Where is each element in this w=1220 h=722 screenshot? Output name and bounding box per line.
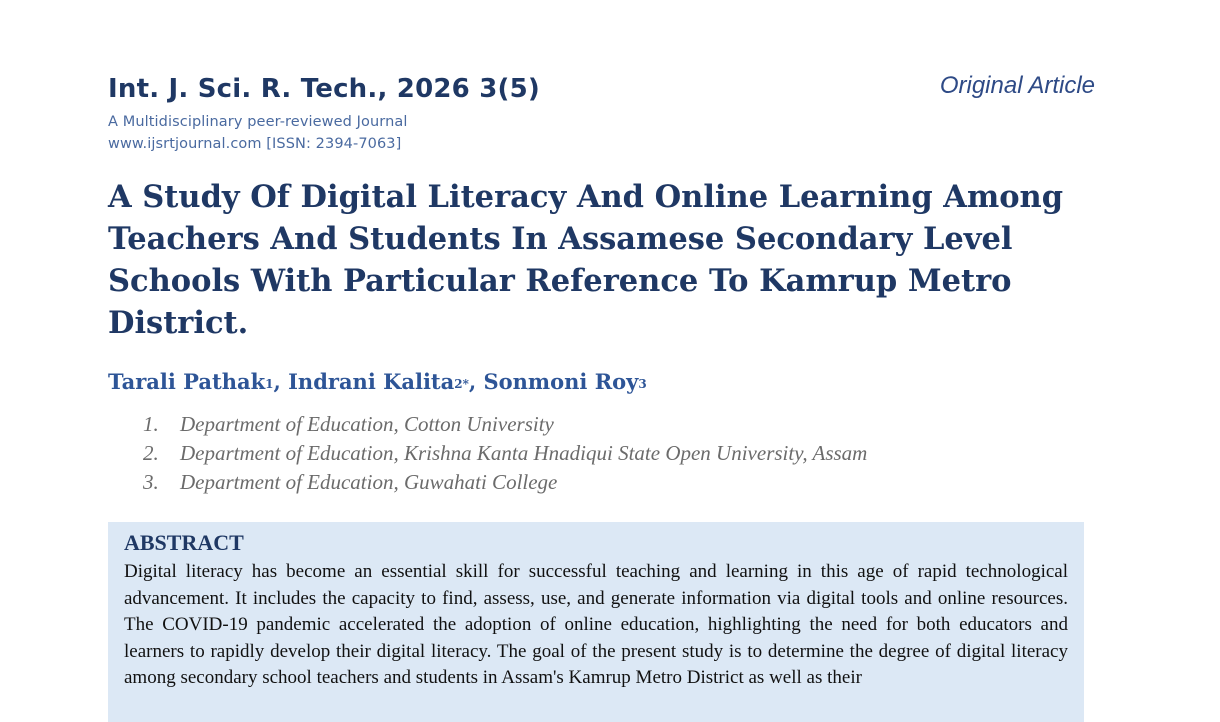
abstract-text: Digital literacy has become an essential skill for successful teaching and learning in this age of rapid technological advancement. It includes the capacity to find, assess, use, and generate information via digital tools and online resources. The COVID-19 pandemic accelerated the adoption of online education, highlighting the need for both educators and learners to rapidly develop their digital literacy. The goal of the present study is to determine the degree of digital literacy among secondary school teachers and students in Assam's Kamrup Metro District as well as their (124, 561, 1068, 688)
abstract-heading: ABSTRACT (124, 530, 244, 555)
author-name: Tarali Pathak (108, 369, 266, 394)
affiliation-text: Department of Education, Cotton University (180, 412, 554, 436)
affiliation-item (143, 410, 867, 439)
affiliation-item (143, 468, 867, 497)
affiliation-number: 1. (143, 412, 159, 436)
journal-title: Int. J. Sci. R. Tech., 2026 3(5) (108, 74, 540, 104)
affiliation-list (143, 410, 867, 497)
affiliation-number: 2. (143, 441, 159, 465)
affiliation-text: Department of Education, Krishna Kanta Hnadiqui State Open University, Assam (180, 441, 868, 465)
author-name: Indrani Kalita (288, 369, 455, 394)
affiliation-item (143, 439, 867, 468)
author-mark: 1 (265, 377, 274, 391)
author-name: Sonmoni Roy (483, 369, 639, 394)
affiliation-number: 3. (143, 470, 159, 494)
author-mark: 3 (638, 377, 647, 391)
author-mark: 2* (454, 377, 469, 391)
abstract-box (108, 522, 1084, 722)
article-type-label: Original Article (939, 72, 1095, 99)
paper-title: A Study Of Digital Literacy And Online Learning Among Teachers And Students In Assamese Secondary Level Schools With Particular Reference To Kamrup Metro District. (108, 179, 1064, 341)
author-list: Tarali Pathak$^1$, Indrani Kalita$^{2*}$, Sonmoni Roy$^3$ (108, 369, 647, 394)
affiliation-text: Department of Education, Guwahati College (180, 470, 558, 494)
journal-website[interactable]: www.ijsrtjournal.com [ISSN: 2394-7063] (108, 136, 402, 152)
journal-tagline: A Multidisciplinary peer-reviewed Journal (108, 114, 408, 130)
